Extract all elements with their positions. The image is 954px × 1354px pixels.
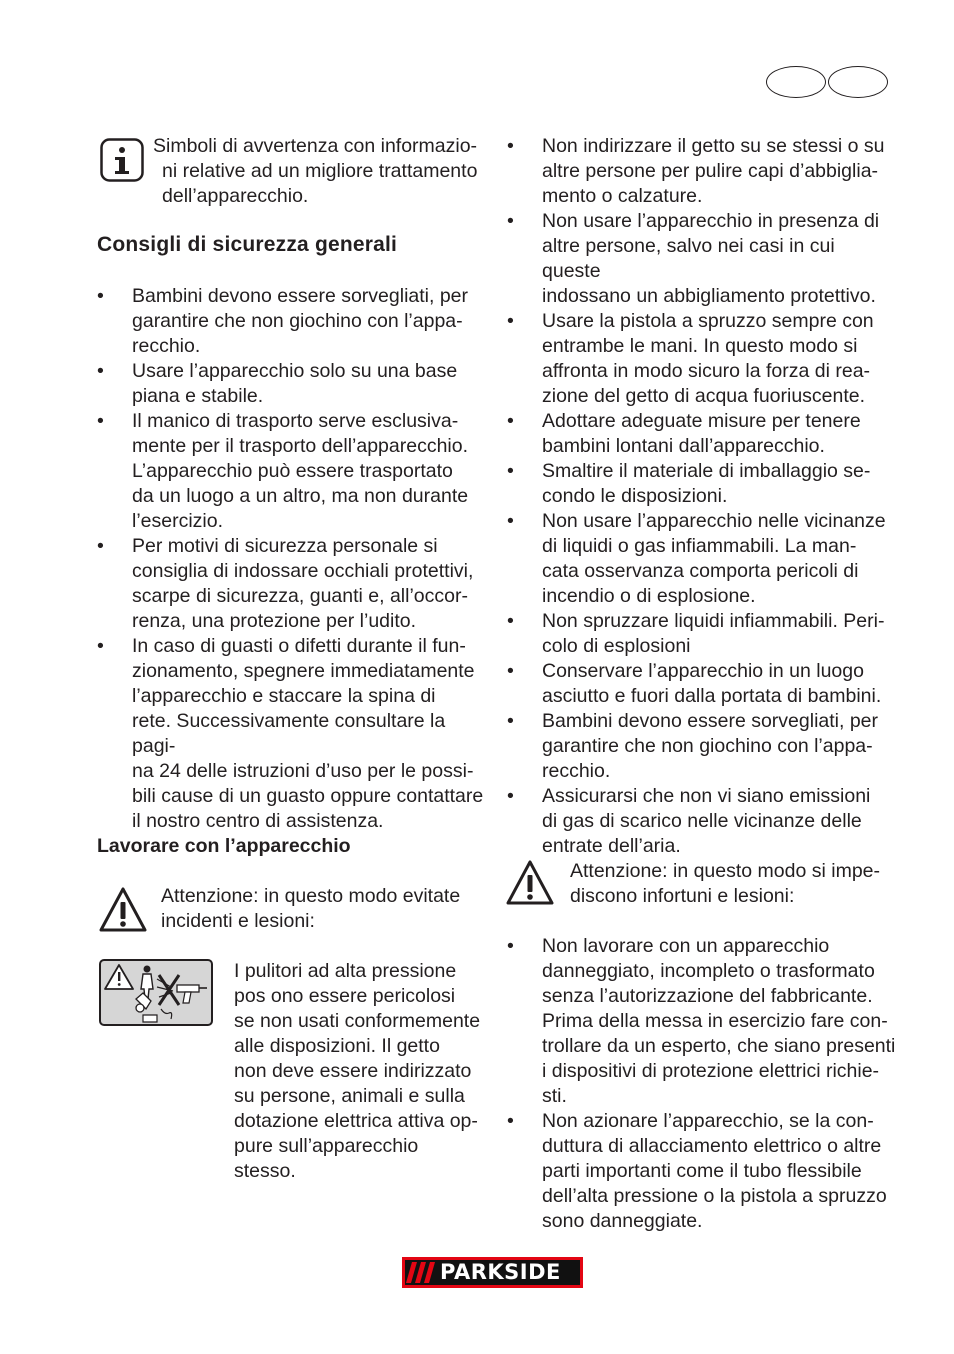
list-item-line: • Non usare l’apparecchio nelle vicinanze (542, 510, 886, 532)
general-safety-list (97, 284, 487, 834)
section-title-general: Consigli di sicurezza generali (97, 233, 398, 256)
list-item-line: i dispositivi di protezione elettrici richie- (542, 1060, 880, 1082)
info-note-line: dell’apparecchio. (162, 185, 309, 207)
list-item (507, 609, 897, 659)
list-item (507, 784, 897, 859)
list-item-line: sono danneggiate. (542, 1210, 703, 1232)
pictogram-line: non deve essere indirizzato (234, 1060, 472, 1082)
warning-icon (506, 859, 554, 907)
list-item-line: • Bambini devono essere sorvegliati, per (542, 710, 879, 732)
info-note-text (153, 134, 483, 209)
info-icon (100, 138, 144, 182)
language-oval-right (828, 66, 888, 98)
list-item-line: condo le disposizioni. (542, 485, 728, 507)
list-item-line: dell’alta pressione o la pistola a spruzzo (542, 1185, 887, 1207)
list-item-line: danneggiato, incompleto o trasformato (542, 960, 875, 982)
list-item-line: • In caso di guasti o difetti durante il fun- (132, 635, 466, 657)
list-item (507, 934, 897, 1109)
list-item-line: il nostro centro di assistenza. (132, 810, 384, 832)
list-item (507, 209, 897, 309)
info-note-line: ni relative ad un migliore trattamento (162, 160, 478, 182)
list-item-line: garantire che non giochino con l’appa- (542, 735, 873, 757)
list-item-line: renza, una protezione per l’udito. (132, 610, 417, 632)
warning-line: discono infortuni e lesioni: (570, 885, 795, 907)
list-item-line: sti. (542, 1085, 567, 1107)
list-item-line: entrate dell’aria. (542, 835, 681, 857)
language-tabs (766, 66, 890, 98)
list-item-line: indossano un abbigliamento protettivo. (542, 285, 876, 307)
list-item-line: • Non azionare l’apparecchio, se la con- (542, 1110, 874, 1132)
list-item-line: rete. Successivamente consultare la pagi- (132, 710, 446, 757)
list-item-line: • Il manico di trasporto serve esclusiva- (132, 410, 459, 432)
list-item-line: • Bambini devono essere sorvegliati, per (132, 285, 469, 307)
list-item (507, 1109, 897, 1234)
list-item-line: Prima della messa in esercizio fare con- (542, 1010, 888, 1032)
list-item-line: asciutto e fuori dalla portata di bambini. (542, 685, 882, 707)
section-title-working: Lavorare con l’apparecchio (97, 835, 351, 857)
list-item-line: bili cause di un guasto oppure contattare (132, 785, 484, 807)
list-item-line: • Assicurarsi che non vi siano emissioni (542, 785, 871, 807)
pictogram-text (234, 959, 484, 1184)
no-spray-at-people-icon (99, 959, 213, 1026)
list-item-line: l’esercizio. (132, 510, 224, 532)
list-item-line: mente per il trasporto dell’apparecchio. (132, 435, 469, 457)
list-item (507, 309, 897, 409)
list-item-line: zione del getto di acqua fuoriuscente. (542, 385, 866, 407)
list-item (507, 509, 897, 609)
pictogram-line: pos ono essere pericolosi (234, 985, 456, 1007)
list-item-line: incendio o di esplosione. (542, 585, 756, 607)
list-item-line: • Smaltire il materiale di imballaggio se- (542, 460, 871, 482)
list-item-line: zionamento, spegnere immediatamente (132, 660, 475, 682)
list-item-line: entrambe le mani. In questo modo si (542, 335, 858, 357)
pictogram-line: alle disposizioni. Il getto (234, 1035, 440, 1057)
list-item-line: di gas di scarico nelle vicinanze delle (542, 810, 862, 832)
list-item-line: recchio. (542, 760, 611, 782)
list-item (507, 709, 897, 784)
list-item-line: • Non spruzzare liquidi infiammabili. Peri- (542, 610, 885, 632)
pictogram-line: I pulitori ad alta pressione (234, 960, 457, 982)
list-item-line: l’apparecchio e staccare la spina di (132, 685, 436, 707)
list-item (97, 359, 487, 409)
list-item (97, 634, 487, 834)
pictogram-line: se non usati conformemente (234, 1010, 481, 1032)
info-note-line: Simboli di avvertenza con informazio- (153, 135, 478, 157)
list-item-line: • Conservare l’apparecchio in un luogo (542, 660, 864, 682)
list-item-line: recchio. (132, 335, 201, 357)
list-item-line: • Non indirizzare il getto su se stessi o su (542, 135, 885, 157)
list-item-line: na 24 delle istruzioni d’uso per le possi- (132, 760, 474, 782)
list-item-line: • Non lavorare con un apparecchio (542, 935, 830, 957)
right-safety-list (507, 134, 897, 859)
list-item (97, 409, 487, 534)
list-item-line: trollare da un esperto, che siano presenti (542, 1035, 896, 1057)
list-item-line: senza l’autorizzazione del fabbricante. (542, 985, 873, 1007)
list-item-line: altre persone per pulire capi d’abbiglia- (542, 160, 879, 182)
warning-icon (99, 886, 147, 934)
list-item-line: mento o calzature. (542, 185, 703, 207)
list-item-line: • Non usare l’apparecchio in presenza di (542, 210, 880, 232)
pictogram-line: su persone, animali e sulla (234, 1085, 465, 1107)
list-item-line: • Per motivi di sicurezza personale si (132, 535, 438, 557)
warning-line: incidenti e lesioni: (161, 910, 315, 932)
list-item-line: colo di esplosioni (542, 635, 691, 657)
list-item (97, 534, 487, 634)
list-item-line: scarpe di sicurezza, guanti e, all’occor- (132, 585, 468, 607)
warning-text-left (161, 884, 481, 934)
list-item-line: bambini lontani dall’apparecchio. (542, 435, 825, 457)
list-item-line: di liquidi o gas infiammabili. La man- (542, 535, 857, 557)
list-item-line: garantire che non giochino con l’appa- (132, 310, 463, 332)
list-item-line: duttura di allacciamento elettrico o altre (542, 1135, 882, 1157)
list-item (507, 409, 897, 459)
list-item-line: consiglia di indossare occhiali protettivi, (132, 560, 474, 582)
list-item (97, 284, 487, 359)
list-item-line: da un luogo a un altro, ma non durante (132, 485, 469, 507)
list-item (507, 659, 897, 709)
pictogram-line: pure sull’apparecchio stesso. (234, 1135, 419, 1182)
list-item-line: L’apparecchio può essere trasportato (132, 460, 453, 482)
list-item-line: parti importanti come il tubo flessibile (542, 1160, 862, 1182)
list-item-line: • Adottare adeguate misure per tenere (542, 410, 861, 432)
right-safety-list-2 (507, 934, 897, 1234)
logo-stripes-icon (406, 1261, 436, 1284)
warning-text-right (570, 859, 890, 909)
list-item-line: altre persone, salvo nei casi in cui queste (542, 235, 835, 282)
list-item-line: • Usare l’apparecchio solo su una base (132, 360, 458, 382)
parkside-logo (402, 1257, 583, 1288)
list-item-line: affronta in modo sicuro la forza di rea- (542, 360, 871, 382)
pictogram-line: dotazione elettrica attiva op- (234, 1110, 478, 1132)
list-item (507, 459, 897, 509)
warning-line: Attenzione: in questo modo si impe- (570, 860, 881, 882)
list-item-line: piana e stabile. (132, 385, 264, 407)
warning-line: Attenzione: in questo modo evitate (161, 885, 461, 907)
list-item-line: • Usare la pistola a spruzzo sempre con (542, 310, 874, 332)
list-item (507, 134, 897, 209)
brand-name: PARKSIDE (440, 1260, 561, 1284)
list-item-line: cata osservanza comporta pericoli di (542, 560, 859, 582)
language-oval-left (766, 66, 826, 98)
